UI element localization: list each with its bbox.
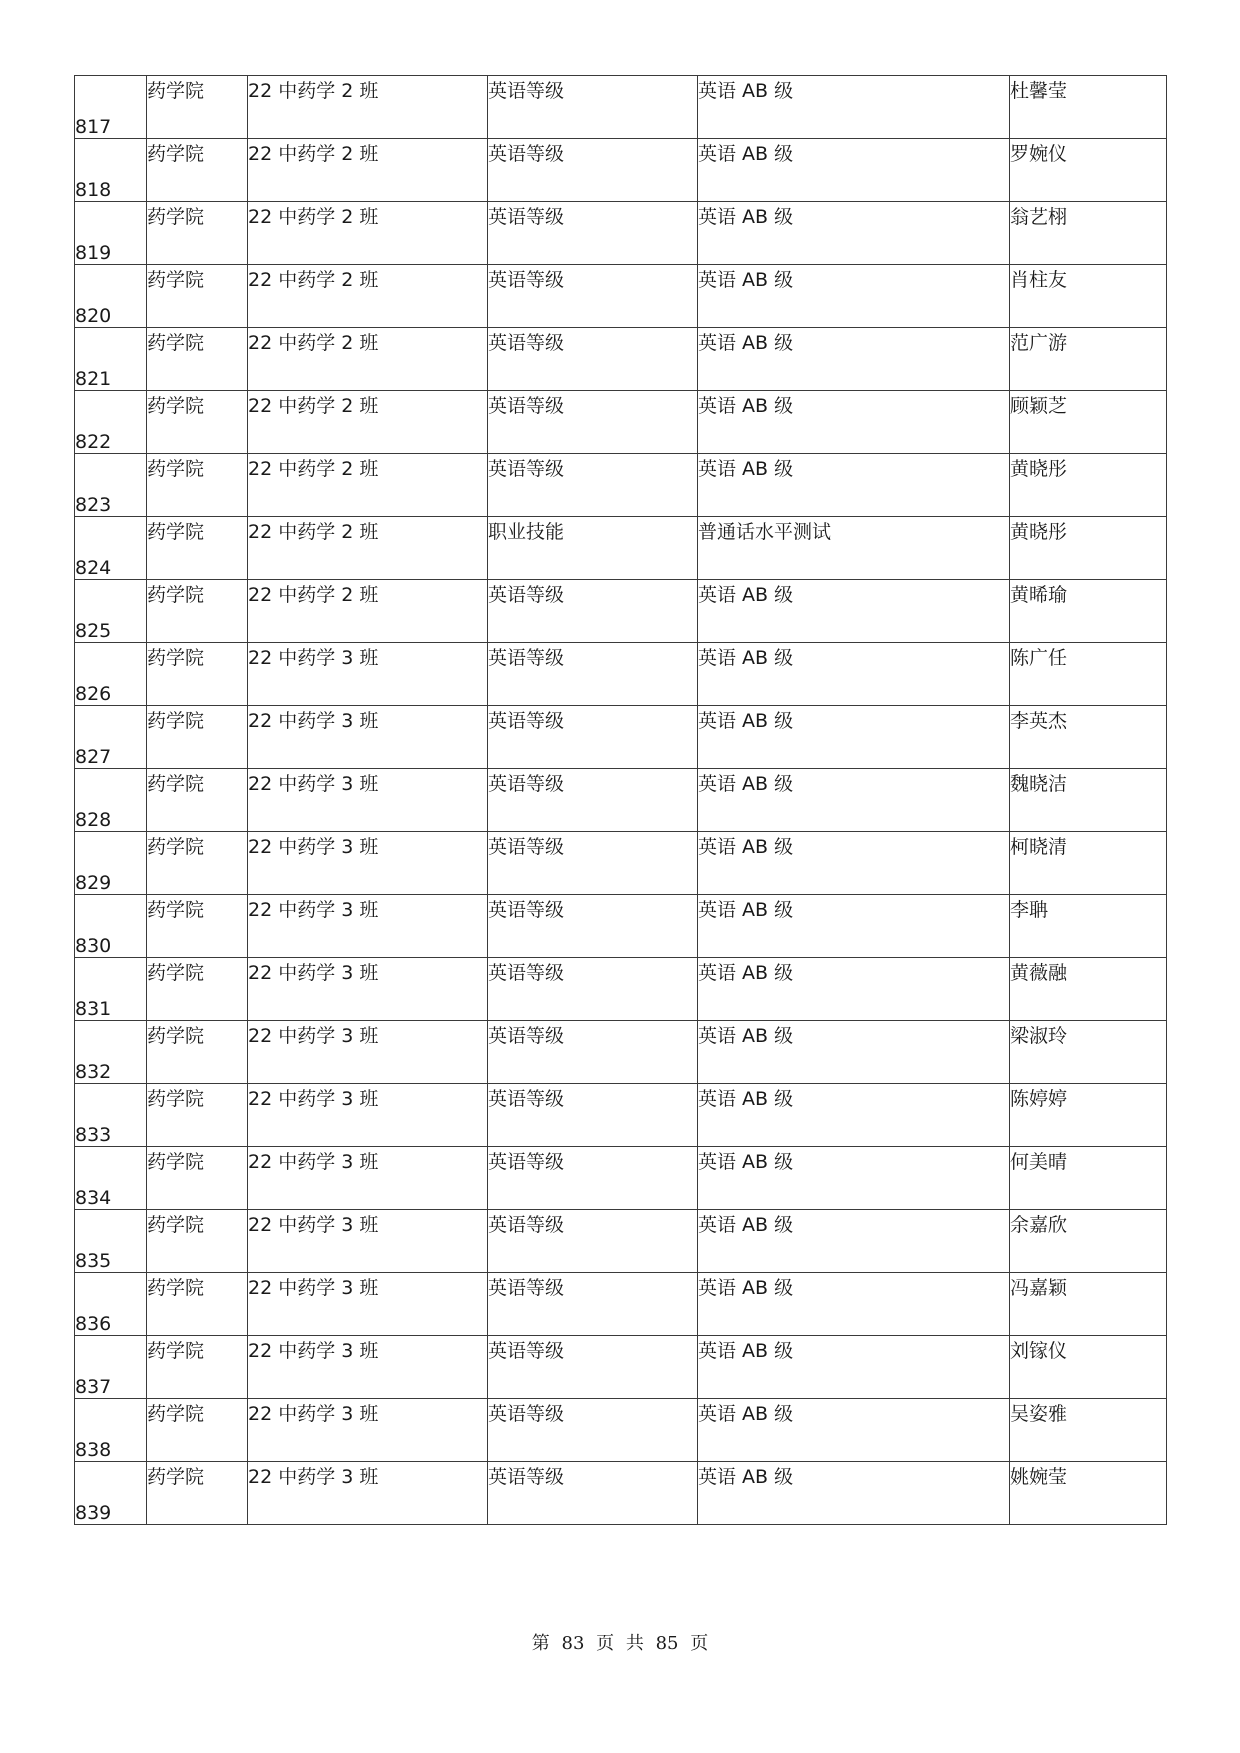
class-cell: 22 中药学 2 班 bbox=[248, 202, 488, 265]
certificate-item-cell: 英语 AB 级 bbox=[698, 643, 1010, 706]
table-row bbox=[75, 202, 1167, 265]
college-cell: 药学院 bbox=[147, 202, 248, 265]
certificate-item-cell: 英语 AB 级 bbox=[698, 1210, 1010, 1273]
student-name-cell: 罗婉仪 bbox=[1010, 139, 1167, 202]
college-cell: 药学院 bbox=[147, 1336, 248, 1399]
row-number-cell: 824 bbox=[75, 517, 147, 580]
row-number-cell: 827 bbox=[75, 706, 147, 769]
class-cell: 22 中药学 3 班 bbox=[248, 1462, 488, 1525]
class-cell: 22 中药学 3 班 bbox=[248, 1273, 488, 1336]
college-cell: 药学院 bbox=[147, 265, 248, 328]
certificate-type-cell: 英语等级 bbox=[488, 1273, 698, 1336]
class-cell: 22 中药学 3 班 bbox=[248, 1336, 488, 1399]
student-name-cell: 黄薇融 bbox=[1010, 958, 1167, 1021]
row-number-cell: 829 bbox=[75, 832, 147, 895]
certificate-item-cell: 英语 AB 级 bbox=[698, 895, 1010, 958]
certificate-item-cell: 英语 AB 级 bbox=[698, 580, 1010, 643]
certificate-type-cell: 英语等级 bbox=[488, 1462, 698, 1525]
row-number-cell: 831 bbox=[75, 958, 147, 1021]
class-cell: 22 中药学 3 班 bbox=[248, 1147, 488, 1210]
student-name-cell: 李英杰 bbox=[1010, 706, 1167, 769]
row-number-cell: 835 bbox=[75, 1210, 147, 1273]
certificate-item-cell: 英语 AB 级 bbox=[698, 328, 1010, 391]
row-number-cell: 821 bbox=[75, 328, 147, 391]
student-name-cell: 吴姿雅 bbox=[1010, 1399, 1167, 1462]
certificate-type-cell: 英语等级 bbox=[488, 1021, 698, 1084]
row-number-cell: 838 bbox=[75, 1399, 147, 1462]
college-cell: 药学院 bbox=[147, 769, 248, 832]
class-cell: 22 中药学 2 班 bbox=[248, 391, 488, 454]
certificate-item-cell: 英语 AB 级 bbox=[698, 832, 1010, 895]
college-cell: 药学院 bbox=[147, 832, 248, 895]
college-cell: 药学院 bbox=[147, 895, 248, 958]
row-number-cell: 823 bbox=[75, 454, 147, 517]
certificate-type-cell: 英语等级 bbox=[488, 1399, 698, 1462]
row-number-cell: 817 bbox=[75, 76, 147, 139]
table-row bbox=[75, 1273, 1167, 1336]
student-name-cell: 陈广任 bbox=[1010, 643, 1167, 706]
certificate-item-cell: 英语 AB 级 bbox=[698, 391, 1010, 454]
table-row bbox=[75, 517, 1167, 580]
college-cell: 药学院 bbox=[147, 328, 248, 391]
certificate-item-cell: 英语 AB 级 bbox=[698, 1462, 1010, 1525]
certificate-type-cell: 英语等级 bbox=[488, 580, 698, 643]
table-row bbox=[75, 76, 1167, 139]
certificate-item-cell: 英语 AB 级 bbox=[698, 139, 1010, 202]
college-cell: 药学院 bbox=[147, 1462, 248, 1525]
table-row bbox=[75, 1462, 1167, 1525]
certificate-item-cell: 英语 AB 级 bbox=[698, 265, 1010, 328]
student-name-cell: 翁艺栩 bbox=[1010, 202, 1167, 265]
table-row bbox=[75, 139, 1167, 202]
table-row bbox=[75, 1336, 1167, 1399]
certificate-item-cell: 英语 AB 级 bbox=[698, 769, 1010, 832]
college-cell: 药学院 bbox=[147, 1399, 248, 1462]
student-name-cell: 梁淑玲 bbox=[1010, 1021, 1167, 1084]
certificate-type-cell: 英语等级 bbox=[488, 1336, 698, 1399]
row-number-cell: 826 bbox=[75, 643, 147, 706]
table-row bbox=[75, 328, 1167, 391]
row-number-cell: 825 bbox=[75, 580, 147, 643]
class-cell: 22 中药学 2 班 bbox=[248, 139, 488, 202]
table-row bbox=[75, 769, 1167, 832]
row-number-cell: 818 bbox=[75, 139, 147, 202]
table-row bbox=[75, 706, 1167, 769]
records-table bbox=[74, 75, 1167, 1525]
class-cell: 22 中药学 3 班 bbox=[248, 706, 488, 769]
class-cell: 22 中药学 3 班 bbox=[248, 1084, 488, 1147]
certificate-type-cell: 英语等级 bbox=[488, 1147, 698, 1210]
student-name-cell: 黄晓彤 bbox=[1010, 517, 1167, 580]
class-cell: 22 中药学 2 班 bbox=[248, 580, 488, 643]
table-row bbox=[75, 1210, 1167, 1273]
student-name-cell: 陈婷婷 bbox=[1010, 1084, 1167, 1147]
row-number-cell: 820 bbox=[75, 265, 147, 328]
student-name-cell: 柯晓清 bbox=[1010, 832, 1167, 895]
certificate-item-cell: 英语 AB 级 bbox=[698, 76, 1010, 139]
student-name-cell: 刘镓仪 bbox=[1010, 1336, 1167, 1399]
row-number-cell: 828 bbox=[75, 769, 147, 832]
class-cell: 22 中药学 3 班 bbox=[248, 769, 488, 832]
table-row bbox=[75, 391, 1167, 454]
table-row bbox=[75, 580, 1167, 643]
college-cell: 药学院 bbox=[147, 580, 248, 643]
college-cell: 药学院 bbox=[147, 1210, 248, 1273]
class-cell: 22 中药学 3 班 bbox=[248, 643, 488, 706]
table-row bbox=[75, 454, 1167, 517]
records-table-body bbox=[75, 76, 1167, 1525]
class-cell: 22 中药学 2 班 bbox=[248, 265, 488, 328]
table-row bbox=[75, 1021, 1167, 1084]
certificate-type-cell: 英语等级 bbox=[488, 265, 698, 328]
certificate-item-cell: 英语 AB 级 bbox=[698, 958, 1010, 1021]
certificate-item-cell: 英语 AB 级 bbox=[698, 1021, 1010, 1084]
class-cell: 22 中药学 3 班 bbox=[248, 958, 488, 1021]
certificate-item-cell: 普通话水平测试 bbox=[698, 517, 1010, 580]
college-cell: 药学院 bbox=[147, 958, 248, 1021]
student-name-cell: 余嘉欣 bbox=[1010, 1210, 1167, 1273]
college-cell: 药学院 bbox=[147, 391, 248, 454]
college-cell: 药学院 bbox=[147, 1147, 248, 1210]
table-row bbox=[75, 643, 1167, 706]
table-row bbox=[75, 1147, 1167, 1210]
class-cell: 22 中药学 3 班 bbox=[248, 1399, 488, 1462]
certificate-type-cell: 英语等级 bbox=[488, 391, 698, 454]
certificate-type-cell: 英语等级 bbox=[488, 706, 698, 769]
table-row bbox=[75, 958, 1167, 1021]
row-number-cell: 832 bbox=[75, 1021, 147, 1084]
college-cell: 药学院 bbox=[147, 706, 248, 769]
class-cell: 22 中药学 3 班 bbox=[248, 895, 488, 958]
student-name-cell: 肖柱友 bbox=[1010, 265, 1167, 328]
table-row bbox=[75, 1084, 1167, 1147]
class-cell: 22 中药学 3 班 bbox=[248, 1210, 488, 1273]
row-number-cell: 837 bbox=[75, 1336, 147, 1399]
college-cell: 药学院 bbox=[147, 517, 248, 580]
student-name-cell: 何美晴 bbox=[1010, 1147, 1167, 1210]
class-cell: 22 中药学 2 班 bbox=[248, 76, 488, 139]
certificate-item-cell: 英语 AB 级 bbox=[698, 202, 1010, 265]
student-name-cell: 李聃 bbox=[1010, 895, 1167, 958]
certificate-type-cell: 英语等级 bbox=[488, 202, 698, 265]
certificate-item-cell: 英语 AB 级 bbox=[698, 706, 1010, 769]
college-cell: 药学院 bbox=[147, 1273, 248, 1336]
college-cell: 药学院 bbox=[147, 643, 248, 706]
student-name-cell: 魏晓洁 bbox=[1010, 769, 1167, 832]
row-number-cell: 839 bbox=[75, 1462, 147, 1525]
student-name-cell: 姚婉莹 bbox=[1010, 1462, 1167, 1525]
certificate-type-cell: 英语等级 bbox=[488, 895, 698, 958]
row-number-cell: 834 bbox=[75, 1147, 147, 1210]
student-name-cell: 杜馨莹 bbox=[1010, 76, 1167, 139]
certificate-item-cell: 英语 AB 级 bbox=[698, 1399, 1010, 1462]
certificate-type-cell: 英语等级 bbox=[488, 1210, 698, 1273]
row-number-cell: 822 bbox=[75, 391, 147, 454]
certificate-item-cell: 英语 AB 级 bbox=[698, 1084, 1010, 1147]
page-number-footer: 第 83 页 共 85 页 bbox=[531, 1633, 709, 1654]
certificate-type-cell: 职业技能 bbox=[488, 517, 698, 580]
row-number-cell: 836 bbox=[75, 1273, 147, 1336]
college-cell: 药学院 bbox=[147, 1084, 248, 1147]
college-cell: 药学院 bbox=[147, 454, 248, 517]
student-name-cell: 黄晓彤 bbox=[1010, 454, 1167, 517]
certificate-item-cell: 英语 AB 级 bbox=[698, 1273, 1010, 1336]
certificate-item-cell: 英语 AB 级 bbox=[698, 454, 1010, 517]
certificate-type-cell: 英语等级 bbox=[488, 1084, 698, 1147]
table-row bbox=[75, 265, 1167, 328]
certificate-type-cell: 英语等级 bbox=[488, 769, 698, 832]
class-cell: 22 中药学 3 班 bbox=[248, 1021, 488, 1084]
student-name-cell: 黄晞瑜 bbox=[1010, 580, 1167, 643]
certificate-item-cell: 英语 AB 级 bbox=[698, 1147, 1010, 1210]
student-name-cell: 范广游 bbox=[1010, 328, 1167, 391]
table-row bbox=[75, 1399, 1167, 1462]
college-cell: 药学院 bbox=[147, 76, 248, 139]
table-row bbox=[75, 832, 1167, 895]
certificate-type-cell: 英语等级 bbox=[488, 454, 698, 517]
student-name-cell: 顾颖芝 bbox=[1010, 391, 1167, 454]
class-cell: 22 中药学 3 班 bbox=[248, 832, 488, 895]
certificate-type-cell: 英语等级 bbox=[488, 328, 698, 391]
certificate-item-cell: 英语 AB 级 bbox=[698, 1336, 1010, 1399]
class-cell: 22 中药学 2 班 bbox=[248, 328, 488, 391]
college-cell: 药学院 bbox=[147, 1021, 248, 1084]
certificate-type-cell: 英语等级 bbox=[488, 76, 698, 139]
row-number-cell: 830 bbox=[75, 895, 147, 958]
certificate-type-cell: 英语等级 bbox=[488, 832, 698, 895]
certificate-type-cell: 英语等级 bbox=[488, 958, 698, 1021]
row-number-cell: 833 bbox=[75, 1084, 147, 1147]
certificate-type-cell: 英语等级 bbox=[488, 139, 698, 202]
certificate-type-cell: 英语等级 bbox=[488, 643, 698, 706]
class-cell: 22 中药学 2 班 bbox=[248, 454, 488, 517]
student-name-cell: 冯嘉颖 bbox=[1010, 1273, 1167, 1336]
table-row bbox=[75, 895, 1167, 958]
college-cell: 药学院 bbox=[147, 139, 248, 202]
class-cell: 22 中药学 2 班 bbox=[248, 517, 488, 580]
row-number-cell: 819 bbox=[75, 202, 147, 265]
